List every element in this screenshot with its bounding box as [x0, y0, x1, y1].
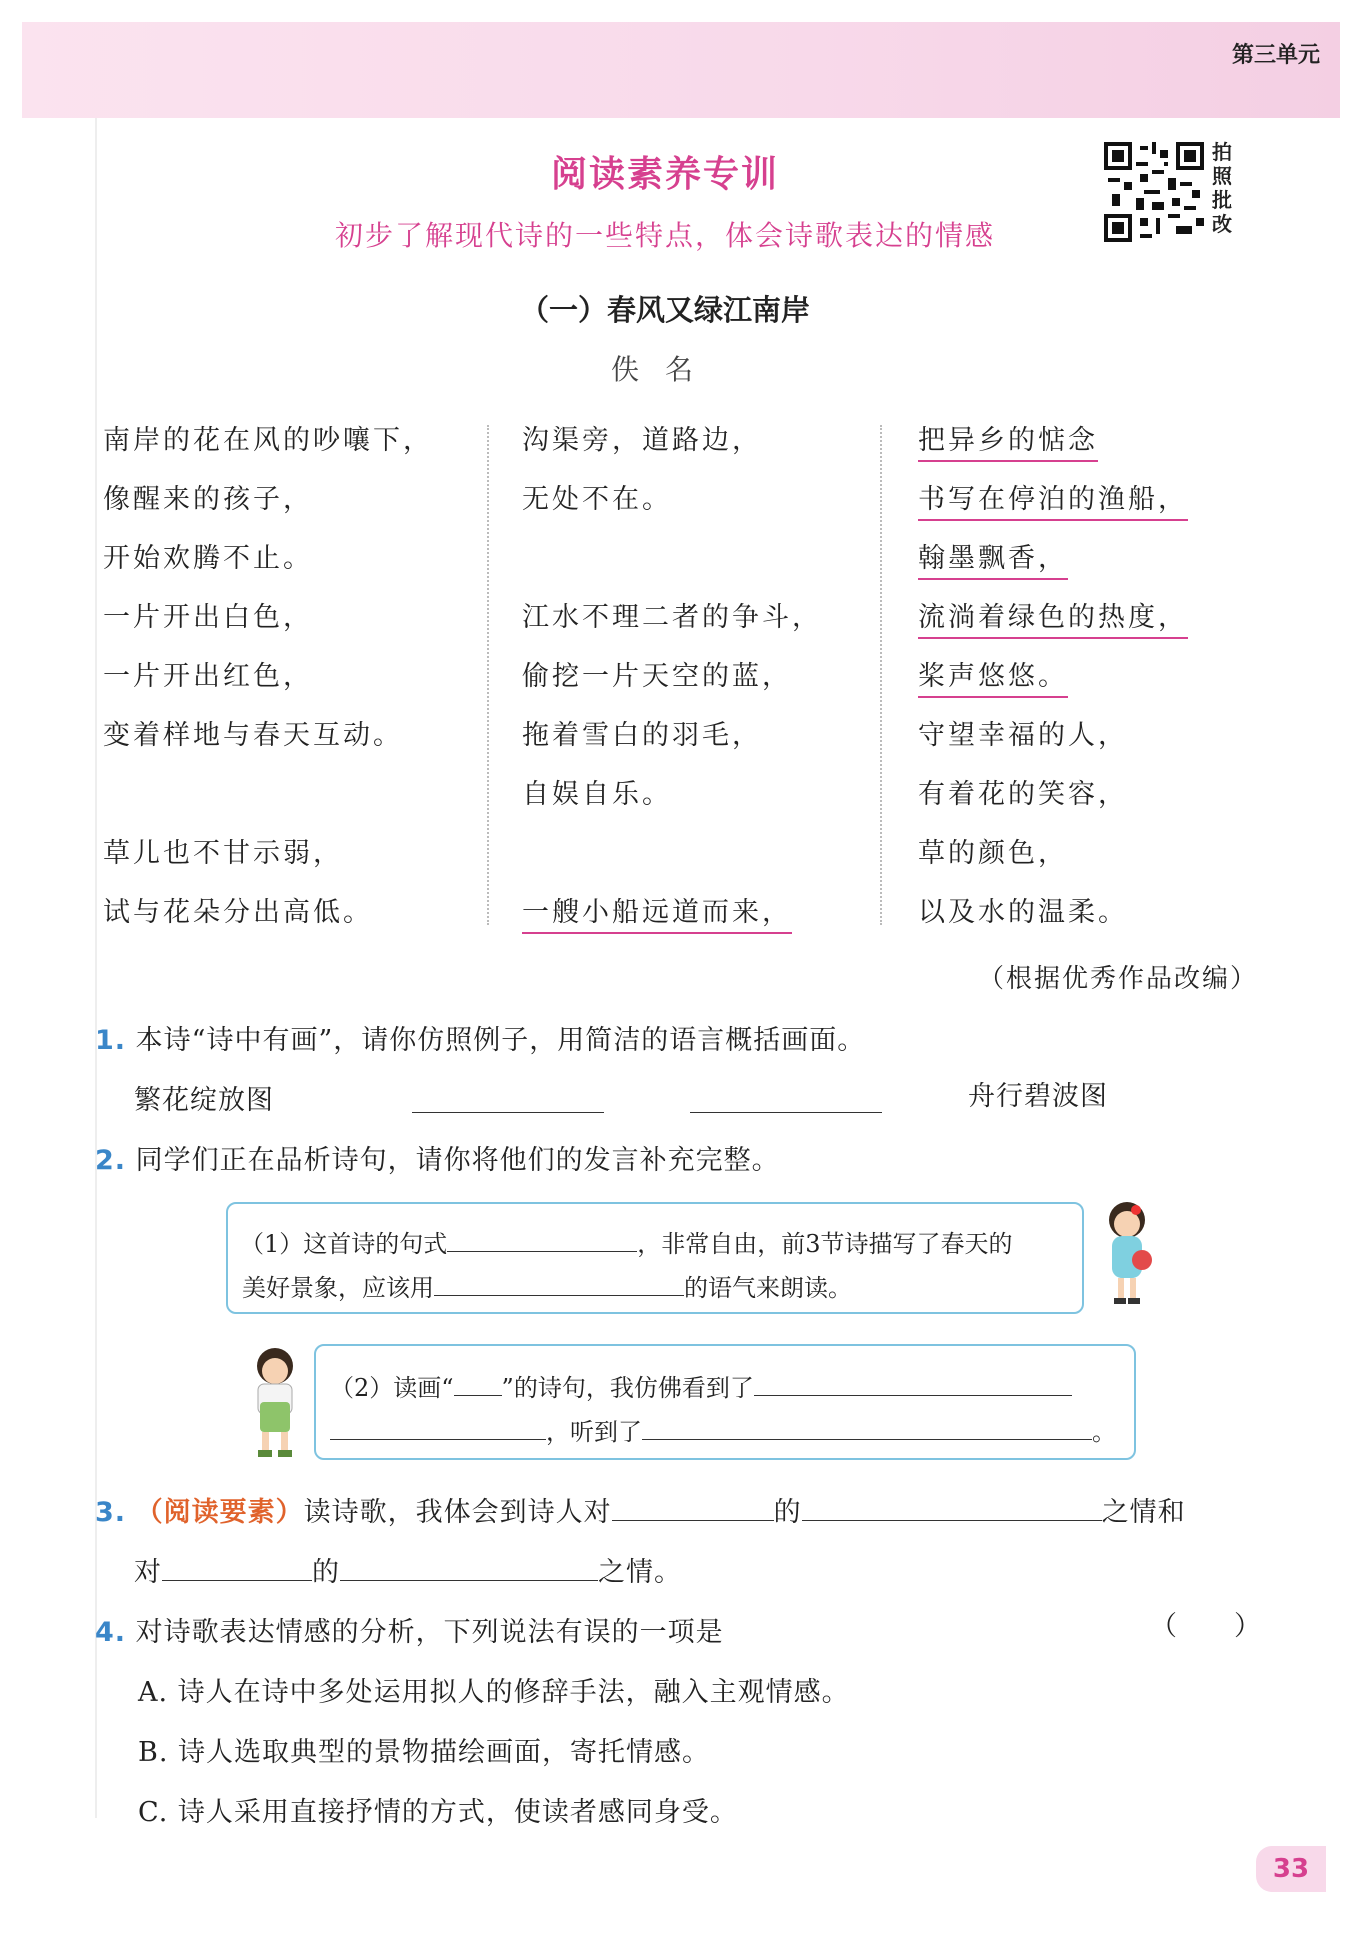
bubble-text: 的语气来朗读。 [684, 1274, 852, 1302]
column-divider [487, 425, 489, 925]
answer-blank[interactable] [434, 1271, 684, 1296]
unit-label: 第三单元 [1231, 43, 1320, 68]
question-text: 同学们正在品析诗句，请你将他们的发言补充完整。 [135, 1145, 780, 1176]
question-text: 的 [312, 1557, 340, 1588]
option-a[interactable]: A. 诗人在诗中多处运用拟人的修辞手法，融入主观情感。 [138, 1677, 850, 1708]
bubble-text: ，非常自由，前3节诗描写了春天的 [637, 1230, 1013, 1258]
question-text: 读诗歌，我体会到诗人对 [303, 1497, 612, 1528]
answer-blank[interactable] [340, 1556, 598, 1581]
question-number: 3. [95, 1497, 127, 1528]
speech-bubble-1 [226, 1202, 1084, 1314]
poem-line: 翰墨飘香， [918, 536, 1068, 580]
poem-line: 书写在停泊的渔船， [918, 477, 1188, 521]
page-number: 33 [1256, 1846, 1326, 1892]
qr-code-icon[interactable] [1104, 142, 1204, 242]
question-text: 之情和 [1101, 1497, 1186, 1528]
answer-blank[interactable] [802, 1496, 1102, 1521]
bubble-text: 。 [1092, 1418, 1116, 1446]
answer-paren[interactable]: （ ） [1150, 1611, 1262, 1642]
option-b[interactable]: B. 诗人选取典型的景物描绘画面，寄托情感。 [138, 1737, 711, 1768]
answer-blank[interactable] [447, 1227, 637, 1252]
reading-element-tag: （阅读要素） [135, 1497, 304, 1528]
column-divider [880, 425, 882, 925]
q1-example-2: 舟行碧波图 [968, 1081, 1108, 1112]
question-2 [95, 1138, 780, 1177]
poem-line: 流淌着绿色的热度， [918, 595, 1188, 639]
poem-line: 把异乡的惦念 [918, 418, 1098, 462]
question-4 [95, 1610, 724, 1649]
bubble-text: （2）读画“ [330, 1374, 454, 1402]
poem-line: 以及水的温柔。 [918, 897, 1128, 928]
poem-line: 一片开出白色， [103, 602, 313, 633]
poem-line: 有着花的笑容， [918, 779, 1128, 810]
poem-line: 试与花朵分出高低。 [103, 897, 373, 928]
poem-line: 守望幸福的人， [918, 720, 1128, 751]
answer-blank[interactable] [754, 1371, 1072, 1396]
poem-line: 拖着雪白的羽毛， [522, 720, 762, 751]
bubble-1-line-2 [242, 1268, 852, 1303]
question-text: 对 [134, 1557, 162, 1588]
poem-author: 佚名 [610, 353, 719, 386]
poem-line: 草儿也不甘示弱， [103, 838, 343, 869]
qr-label: 拍照批改 [1212, 140, 1232, 236]
poem-line: 沟渠旁，道路边， [522, 425, 762, 456]
question-text: 对诗歌表达情感的分析，下列说法有误的一项是 [135, 1617, 724, 1648]
poem-line: 变着样地与春天互动。 [103, 720, 403, 751]
poem-source: （根据优秀作品改编） [977, 964, 1258, 994]
answer-blank[interactable] [612, 1496, 774, 1521]
question-text: 的 [773, 1497, 802, 1528]
poem-line: 一艘小船远道而来， [522, 890, 792, 934]
page-title: 阅读素养专训 [550, 154, 779, 195]
q1-example-1: 繁花绽放图 [134, 1085, 274, 1116]
question-number: 4. [95, 1617, 127, 1648]
poem-line: 偷挖一片天空的蓝， [522, 661, 792, 692]
boy-character-icon [246, 1346, 304, 1464]
bubble-text: ”的诗句，我仿佛看到了 [501, 1374, 754, 1402]
answer-blank[interactable] [330, 1415, 546, 1440]
bubble-text: 美好景象，应该用 [242, 1274, 434, 1302]
bubble-text: （1）这首诗的句式 [240, 1230, 448, 1258]
poem-line: 开始欢腾不止。 [103, 543, 313, 574]
question-3 [95, 1490, 1186, 1529]
bubble-2-line-1 [330, 1368, 1072, 1403]
poem-line: 桨声悠悠。 [918, 654, 1068, 698]
poem-line: 草的颜色， [918, 838, 1068, 869]
speech-bubble-2 [314, 1344, 1136, 1460]
poem-line: 自娱自乐。 [522, 779, 672, 810]
question-3-line-2 [134, 1550, 682, 1589]
answer-blank[interactable] [642, 1415, 1092, 1440]
question-1 [95, 1018, 865, 1057]
poem-line: 像醒来的孩子， [103, 484, 313, 515]
question-number: 1. [95, 1025, 127, 1056]
poem-line: 无处不在。 [522, 484, 672, 515]
question-text: 本诗“诗中有画”，请你仿照例子，用简洁的语言概括画面。 [135, 1025, 866, 1056]
poem-line: 一片开出红色， [103, 661, 313, 692]
poem-line: 南岸的花在风的吵嚷下， [103, 425, 433, 456]
question-text: 之情。 [598, 1557, 682, 1588]
header-band [22, 22, 1340, 118]
question-number: 2. [95, 1145, 127, 1176]
option-c[interactable]: C. 诗人采用直接抒情的方式，使读者感同身受。 [138, 1797, 738, 1828]
poem-title: （一）春风又绿江南岸 [519, 293, 810, 327]
q1-answer-blank-2[interactable] [690, 1112, 882, 1113]
page-subtitle: 初步了解现代诗的一些特点，体会诗歌表达的情感 [334, 219, 995, 252]
girl-character-icon [1092, 1198, 1162, 1310]
answer-blank[interactable] [162, 1556, 312, 1581]
bubble-text: ，听到了 [546, 1418, 642, 1446]
answer-blank[interactable] [454, 1371, 502, 1396]
bubble-1-line-1 [240, 1224, 1013, 1259]
q1-answer-blank-1[interactable] [412, 1112, 604, 1113]
poem-line: 江水不理二者的争斗， [522, 602, 822, 633]
bubble-2-line-2 [330, 1412, 1116, 1447]
